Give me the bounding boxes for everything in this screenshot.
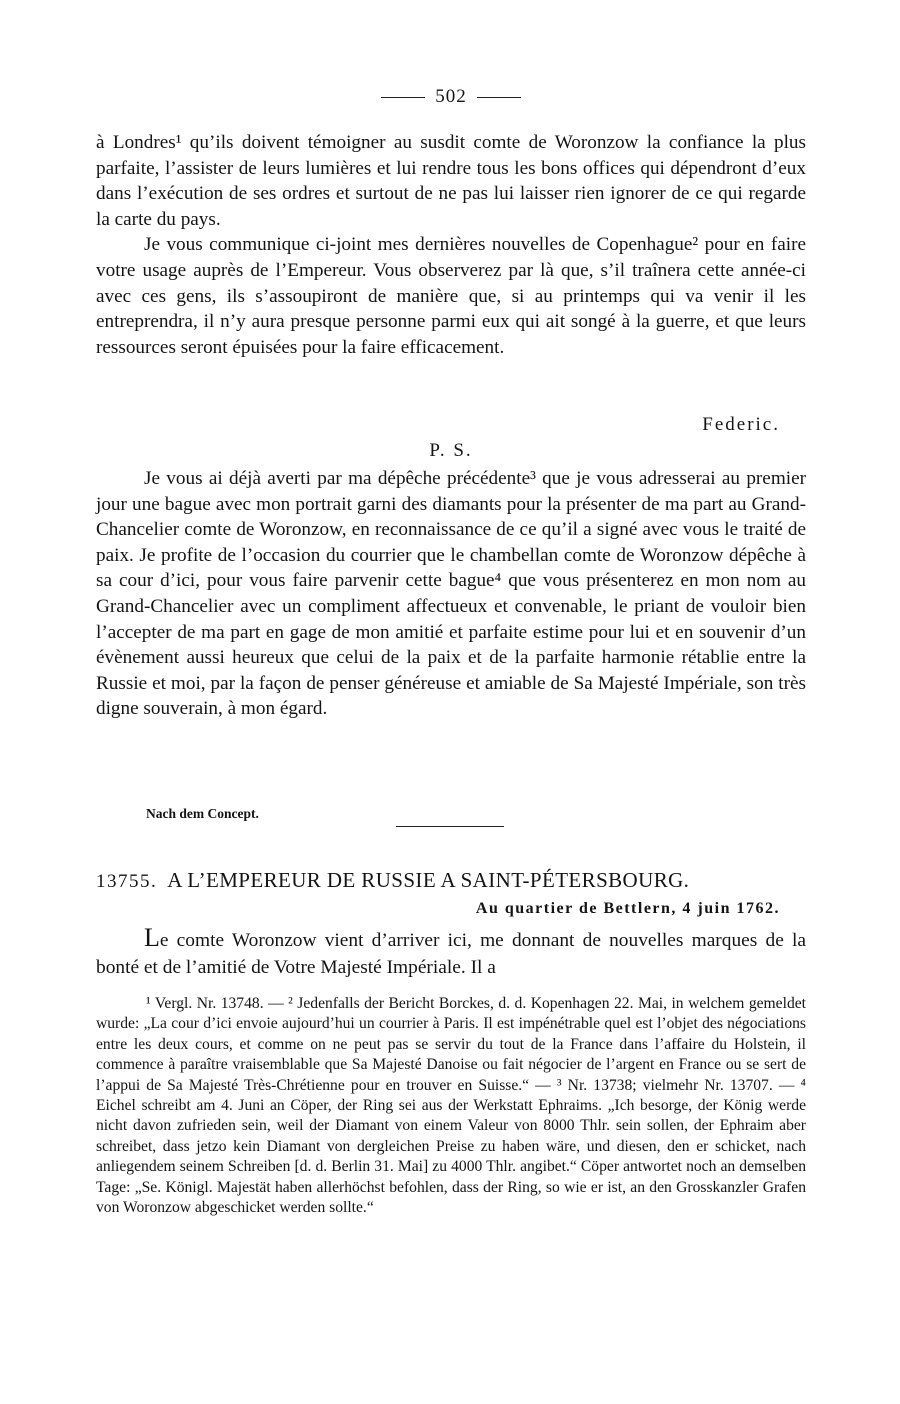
letter-number: 13755.	[96, 871, 158, 892]
initial-letter: L	[144, 923, 160, 952]
letter-opening-text: e comte Woronzow vient d’arriver ici, me donnant de nouvelles marques de la bonté et de l’amitié de Votre Majesté Impériale. Il a	[96, 930, 806, 978]
postscript-body	[96, 466, 806, 722]
letter-title: A L’EMPEREUR DE RUSSIE A SAINT-PÉTERSBOURG.	[167, 868, 690, 892]
signature: Federic.	[702, 414, 780, 435]
header-rule-left	[381, 97, 425, 98]
source-note: Nach dem Concept.	[146, 806, 259, 821]
footnote-text: ¹ Vergl. Nr. 13748. — ² Jedenfalls der Bericht Borckes, d. d. Kopenhagen 22. Mai, in welchem gemeldet wurde: „La cour d’ici envoie aujourd’hui un courrier à Paris. Il est impénétrable quel est l’objet des négociations entre les deux cours, et comme on ne peut pas se servir du tout de la France dans l’affaire du Holstein, il commence à paraître vraisemblable que Sa Majesté Danoise ou fait négocier de l’argent en France ou se sert de l’appui de Sa Majesté Très-Chrétienne pour en trouver en Suisse.“ — ³ Nr. 13738; vielmehr Nr. 13707. — ⁴ Eichel schreibt am 4. Juni an Cöper, der Ring sei aus der Werkstatt Ephraims. „Ich besorge, der König werde nicht davon zufrieden sein, weil der Diamant von einem Valeur von 8000 Thlr. sein sollen, der Ephraim aber schreibet, dass jetzo kein Diamant von dergleichen Preise zu haben wäre, und diesen, den er schicket, nach anliegendem seinem Schreiben [d. d. Berlin 31. Mai] zu 4000 Thlr. angibet.“ Cöper antwortet noch an demselben Tage: „Se. Königl. Majestät haben allerhöchst befohlen, dass der Ring, so wie er ist, an den Grosskanzler Grafen von Woronzow abgeschicket werden sollte.“	[96, 995, 806, 1217]
letter-opening-paragraph	[96, 924, 806, 981]
footnotes	[96, 994, 806, 1218]
paragraph-2: Je vous communique ci-joint mes dernières nouvelles de Copenhague² pour en faire votre usage auprès de l’Empereur. Vous observerez par là que, s’il traînera cette année-ci avec ces gens, ils s’assoupiront de manière que, si au printemps qui va venir il les entreprendra, il n’y aura presque personne parmi eux qui ait songé à la guerre, et que leurs ressources seront épuisées pour la faire efficacement.	[96, 234, 806, 358]
letter-dateline: Au quartier de Bettlern, 4 juin 1762.	[475, 900, 780, 917]
letter-heading	[96, 868, 806, 893]
page-number: 502	[435, 86, 467, 107]
postscript-paragraph: Je vous ai déjà averti par ma dépêche précédente³ que je vous adresserai au premier jour une bague avec mon portrait garni des diamants pour la présenter de ma part au Grand-Chancelier comte de Woronzow, en reconnaissance de ce qu’il a signé avec vous le traité de paix. Je profite de l’occasion du courrier que le chambellan comte de Woronzow dépêche à sa cour d’ici, pour vous faire parvenir cette bague⁴ que vous présenterez en mon nom au Grand-Chancelier avec un compliment affectueux et convenable, le priant de vouloir bien l’accepter de ma part en gage de mon amitié et parfaite estime pour lui et en souvenir d’un évènement aussi heureux que celui de la paix et de la parfaite harmonie rétablie entre la Russie et moi, par la façon de penser généreuse et amiable de Sa Majesté Impériale, son très digne souverain, à mon égard.	[96, 468, 806, 720]
paragraph-1: à Londres¹ qu’ils doivent témoigner au susdit comte de Woronzow la confiance la plus parfaite, l’assister de leurs lumières et lui rendre tous les bons offices qui dépendront d’eux dans l’exécution de ses ordres et surtout de ne pas lui laisser rien ignorer de ce qui regarde la carte du pays.	[96, 132, 806, 230]
header-rule-right	[477, 97, 521, 98]
section-divider	[396, 826, 504, 827]
postscript-heading: P. S.	[429, 440, 473, 461]
letter-body	[96, 924, 806, 981]
letter-body-continued	[96, 130, 806, 360]
page-number-header	[96, 86, 806, 108]
